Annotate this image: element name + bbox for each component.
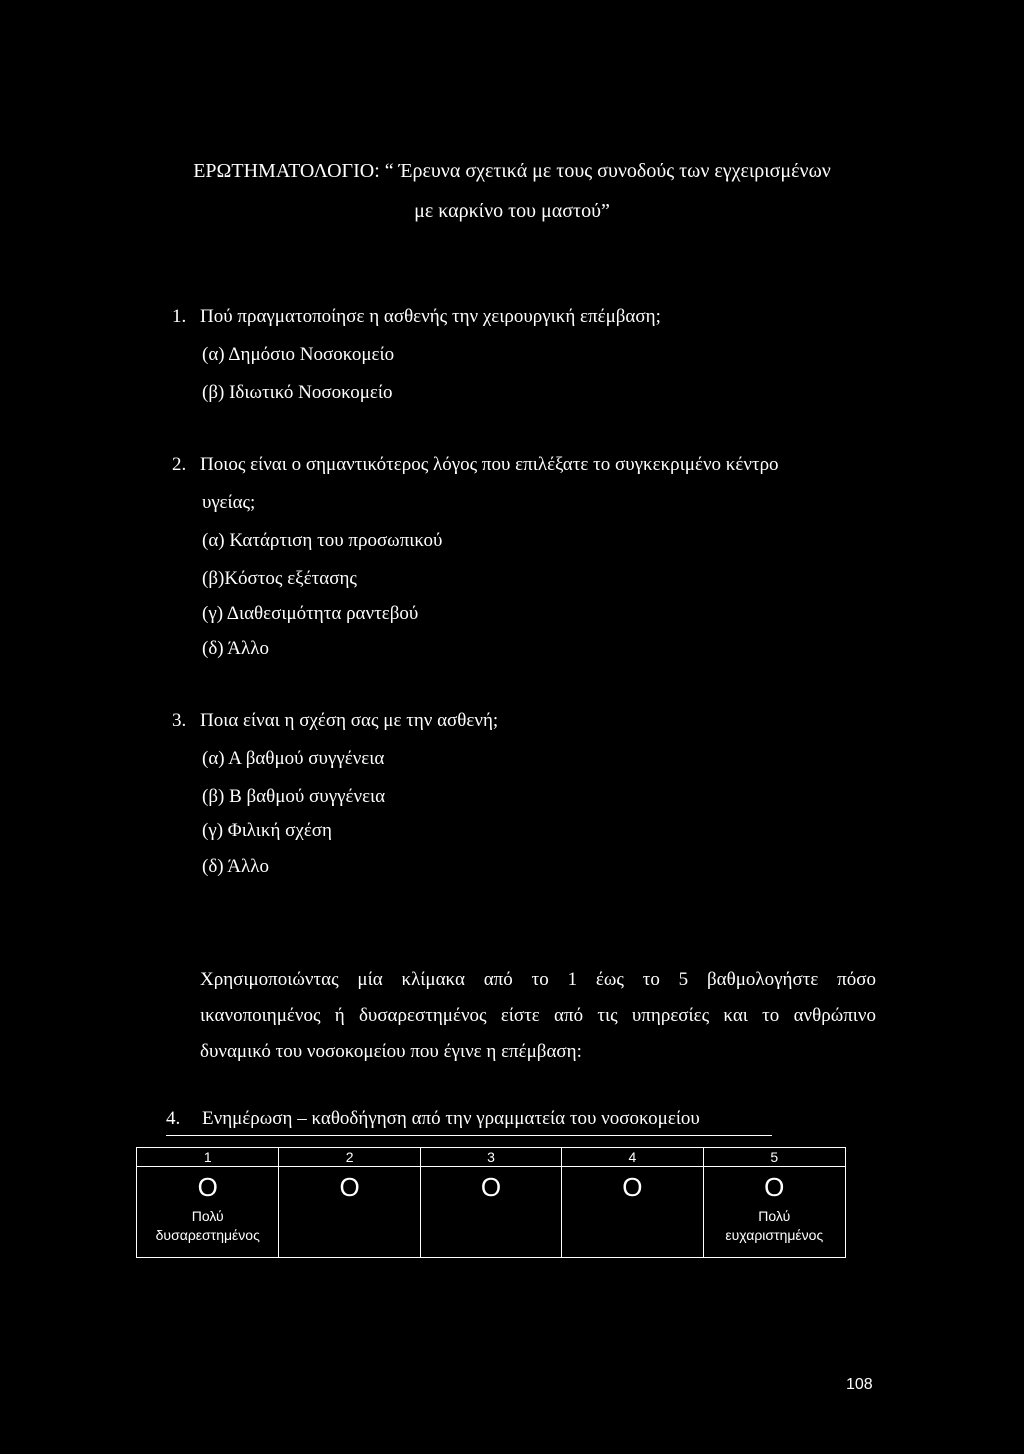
rating-scale-table: [136, 1147, 846, 1258]
question-2: [162, 454, 882, 476]
instruction-line-2: ικανοποιημένος ή δυσαρεστημένος είστε από τις υπηρεσίες και το ανθρώπινο: [200, 1005, 876, 1026]
question-1-option-b[interactable]: (β) Ιδιωτικό Νοσοκομείο: [202, 382, 393, 403]
scale-option-1[interactable]: Ο: [137, 1167, 279, 1208]
scale-option-5[interactable]: Ο: [703, 1167, 845, 1208]
question-1-text: Πού πραγματοποίησε η ασθενής την χειρουργική επέμβαση;: [200, 306, 661, 327]
scale-number-3: 3: [420, 1148, 561, 1167]
scale-label-empty-3: [420, 1207, 561, 1258]
scale-label-right-line2: ευχαριστημένος: [725, 1227, 824, 1243]
question-3-option-b[interactable]: (β) Β βαθμού συγγένεια: [202, 786, 386, 807]
question-3-option-d[interactable]: (δ) Άλλο: [202, 856, 269, 877]
question-3-text: Ποια είναι η σχέση σας με την ασθενή;: [200, 710, 499, 731]
question-2-text-continued: υγείας;: [202, 492, 256, 513]
rating-instructions: [200, 962, 876, 1070]
questionnaire-title-line2: με καρκίνο του μαστού”: [414, 200, 610, 222]
question-1-number: 1.: [172, 306, 187, 327]
question-4-underline: [166, 1135, 772, 1136]
scale-option-4[interactable]: Ο: [562, 1167, 703, 1208]
scale-label-right-line1: Πολύ: [758, 1208, 791, 1224]
question-4-text: Ενημέρωση – καθοδήγηση από την γραμματεία του νοσοκομείου: [202, 1108, 700, 1129]
instruction-line-1: Χρησιμοποιώντας μία κλίμακα από το 1 έως το 5 βαθμολογήστε πόσο: [200, 969, 876, 990]
question-2-number: 2.: [172, 454, 187, 475]
scale-label-empty-4: [562, 1207, 703, 1258]
question-2-option-d[interactable]: (δ) Άλλο: [202, 638, 269, 659]
scale-number-4: 4: [562, 1148, 703, 1167]
question-3: [162, 710, 882, 732]
scale-option-2[interactable]: Ο: [279, 1167, 420, 1208]
instruction-line-3: δυναμικό του νοσοκομείου που έγινε η επέμβαση:: [200, 1041, 582, 1062]
question-3-option-a[interactable]: (α) Α βαθμού συγγένεια: [202, 748, 385, 769]
question-3-number: 3.: [172, 710, 187, 731]
scale-number-2: 2: [279, 1148, 420, 1167]
question-2-text: Ποιος είναι ο σημαντικότερος λόγος που επιλέξατε το συγκεκριμένο κέντρο: [200, 454, 779, 475]
questionnaire-title-line1: ΕΡΩΤΗΜΑΤΟΛΟΓΙΟ: “ Έρευνα σχετικά με τους συνοδούς των εγχειρισμένων: [193, 160, 831, 182]
scale-label-left: [137, 1207, 279, 1258]
scale-label-left-line1: Πολύ: [191, 1208, 224, 1224]
question-3-option-c[interactable]: (γ) Φιλική σχέση: [202, 820, 332, 841]
scale-option-3[interactable]: Ο: [420, 1167, 561, 1208]
scale-number-5: 5: [703, 1148, 845, 1167]
question-1-option-a[interactable]: (α) Δημόσιο Νοσοκομείο: [202, 344, 395, 365]
scale-number-1: 1: [137, 1148, 279, 1167]
question-4-number: 4.: [166, 1108, 181, 1129]
scale-label-empty-2: [279, 1207, 420, 1258]
question-1: [162, 306, 882, 328]
question-2-option-a[interactable]: (α) Κατάρτιση του προσωπικού: [202, 530, 443, 551]
question-4: [166, 1108, 700, 1130]
question-2-option-b[interactable]: (β)Κόστος εξέτασης: [202, 568, 357, 589]
page-number: 108: [846, 1376, 873, 1393]
question-2-option-c[interactable]: (γ) Διαθεσιμότητα ραντεβού: [202, 603, 419, 624]
scale-label-right: [703, 1207, 845, 1258]
scale-label-left-line2: δυσαρεστημένος: [155, 1227, 260, 1243]
